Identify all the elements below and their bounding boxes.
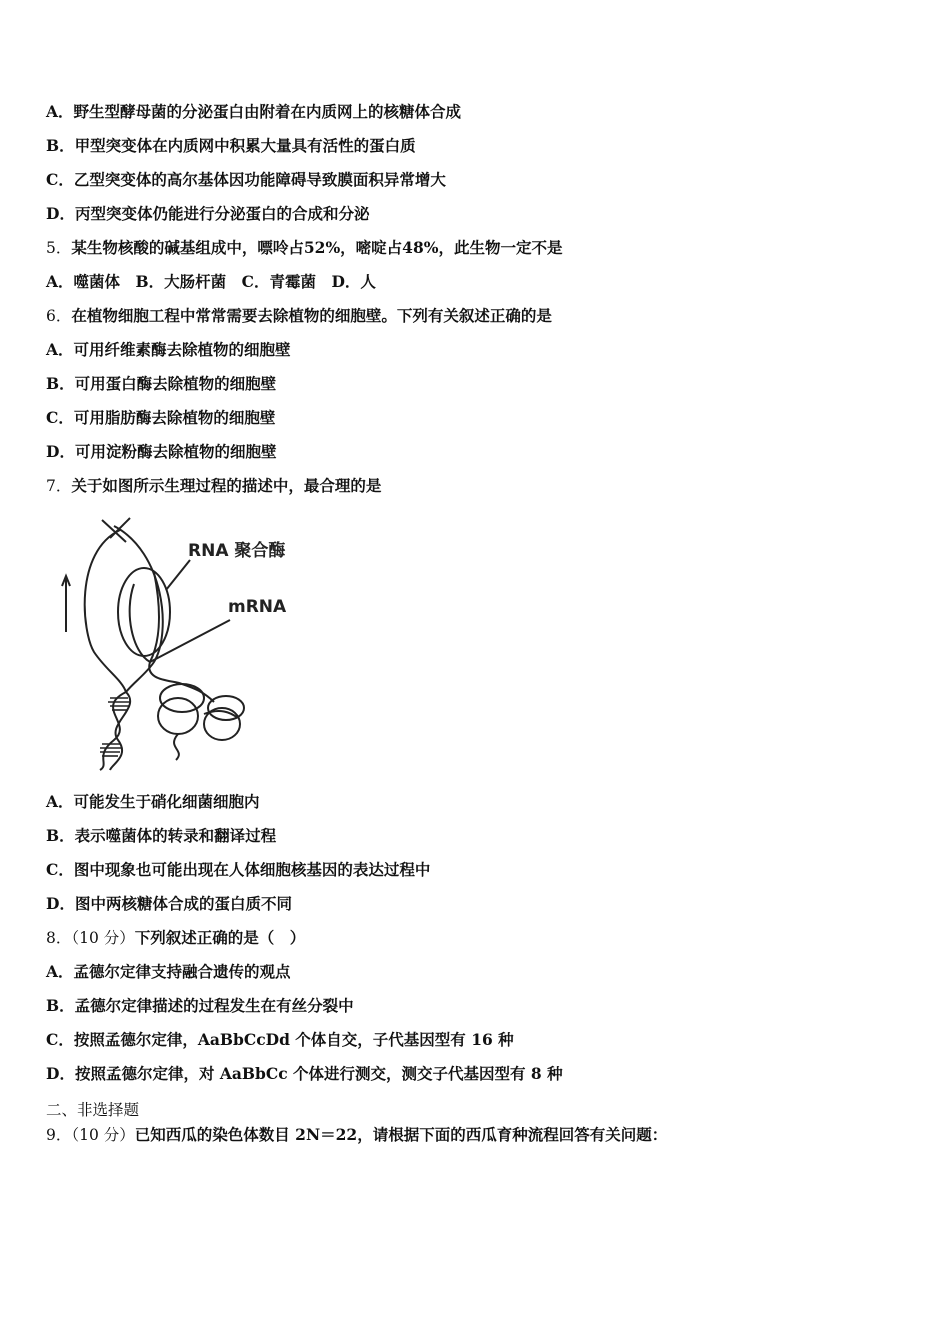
q5-options: A．噬菌体 B．大肠杆菌 C．青霉菌 D．人 bbox=[46, 272, 376, 291]
q7-option-b: B．表示噬菌体的转录和翻译过程 bbox=[46, 826, 277, 845]
figure-label-rna-polymerase: RNA 聚合酶 bbox=[188, 541, 286, 561]
q6-option-b: B．可用蛋白酶去除植物的细胞壁 bbox=[46, 374, 277, 393]
transcription-translation-figure bbox=[54, 512, 314, 774]
q6-option-d: D．可用淀粉酶去除植物的细胞壁 bbox=[46, 442, 277, 461]
q8-option-a: A．孟德尔定律支持融合遗传的观点 bbox=[46, 962, 291, 981]
q6-stem: 6．在植物细胞工程中常常需要去除植物的细胞壁。下列有关叙述正确的是 bbox=[46, 306, 552, 325]
q4-option-b: B．甲型突变体在内质网中积累大量具有活性的蛋白质 bbox=[46, 136, 416, 155]
q7-option-c: C．图中现象也可能出现在人体细胞核基因的表达过程中 bbox=[46, 860, 431, 879]
q7-option-d: D．图中两核糖体合成的蛋白质不同 bbox=[46, 894, 292, 913]
q8-option-d: D．按照孟德尔定律，对 AaBbCc 个体进行测交，测交子代基因型有 8 种 bbox=[46, 1064, 563, 1083]
q6-option-c: C．可用脂肪酶去除植物的细胞壁 bbox=[46, 408, 276, 427]
q7-option-a: A．可能发生于硝化细菌细胞内 bbox=[46, 792, 260, 811]
section-2-title: 二、非选择题 bbox=[46, 1101, 140, 1119]
q4-option-a: A．野生型酵母菌的分泌蛋白由附着在内质网上的核糖体合成 bbox=[46, 102, 462, 121]
q8-option-b: B．孟德尔定律描述的过程发生在有丝分裂中 bbox=[46, 996, 354, 1015]
q8-option-c: C．按照孟德尔定律，AaBbCcDd 个体自交，子代基因型有 16 种 bbox=[46, 1030, 514, 1049]
q9-stem: 9．（10 分）已知西瓜的染色体数目 2N＝22，请根据下面的西瓜育种流程回答有关问题： bbox=[46, 1125, 668, 1144]
figure-label-mrna: mRNA bbox=[228, 597, 287, 617]
q4-option-c: C．乙型突变体的高尔基体因功能障碍导致膜面积异常增大 bbox=[46, 170, 446, 189]
q4-option-d: D．丙型突变体仍能进行分泌蛋白的合成和分泌 bbox=[46, 204, 370, 223]
q6-option-a: A．可用纤维素酶去除植物的细胞壁 bbox=[46, 340, 291, 359]
q7-stem: 7．关于如图所示生理过程的描述中，最合理的是 bbox=[46, 476, 382, 495]
q5-stem: 5．某生物核酸的碱基组成中，嘌呤占52%，嘧啶占48%，此生物一定不是 bbox=[46, 238, 563, 257]
q8-stem: 8．（10 分）下列叙述正确的是（ ） bbox=[46, 928, 306, 947]
